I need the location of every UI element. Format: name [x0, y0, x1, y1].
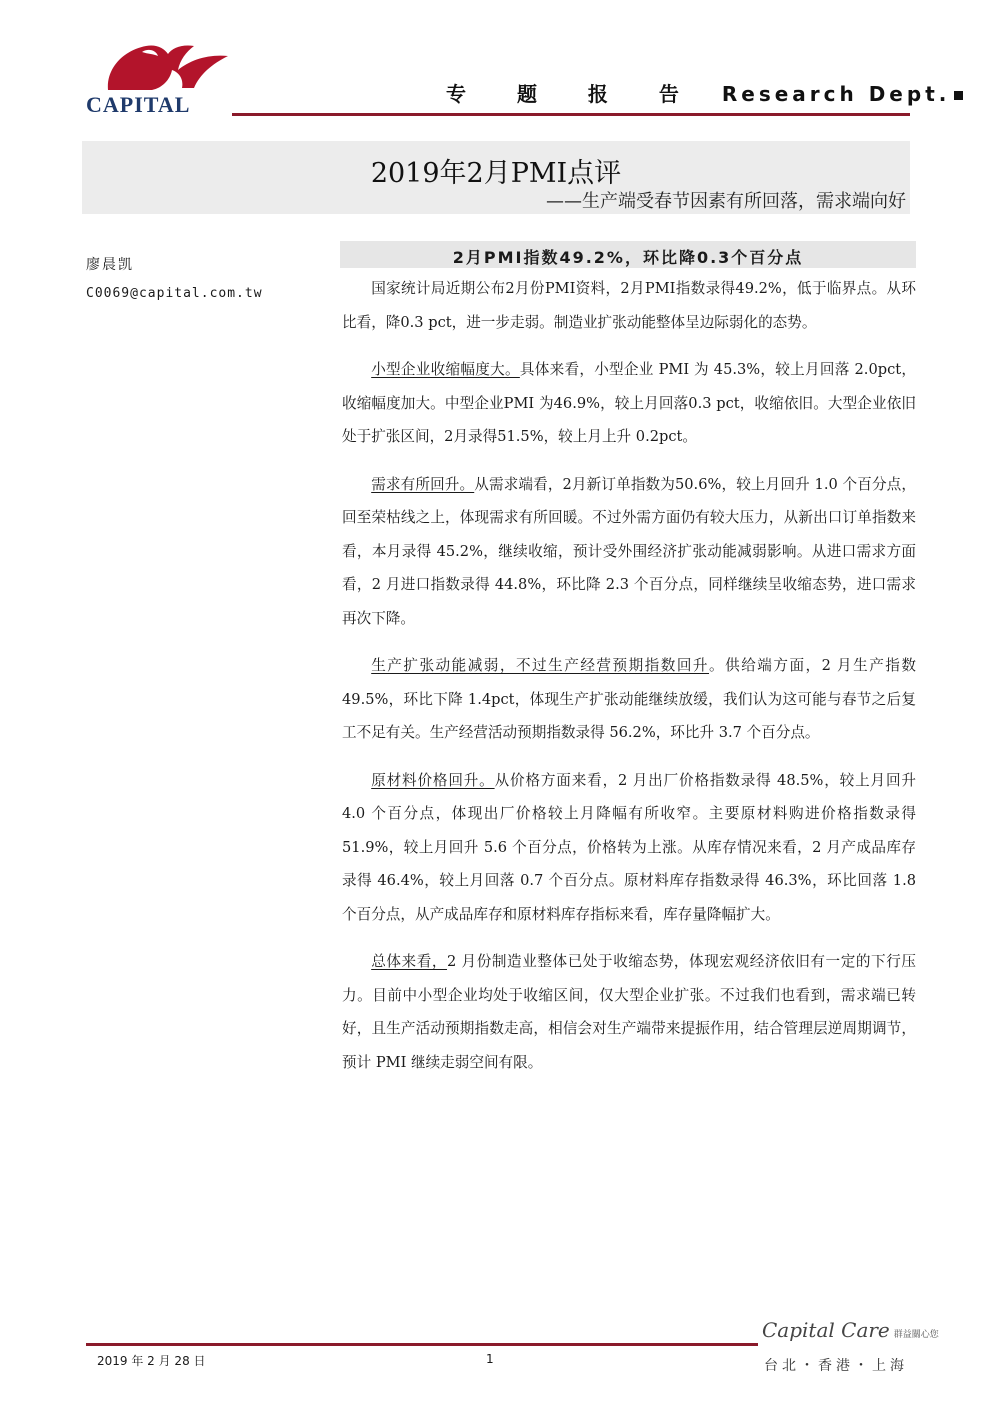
paragraph — [342, 468, 916, 636]
research-dept: Research Dept. — [721, 82, 951, 106]
paragraph-text: 具体来看，小型企业 PMI 为 45.3%，较上月回落 2.0pct，收缩幅度加大。中型企业PMI 为46.9%，较上月回落0.3 pct，收缩依旧。大型企业依旧处于扩张区间，2月录得51.5%，较上月上升 0.2pct。 — [342, 361, 916, 445]
paragraph — [342, 945, 916, 1079]
brand-slogan: 群益關心您 — [893, 1330, 939, 1340]
paragraph-text: 2 月份制造业整体已处于收缩态势，体现宏观经济依旧有一定的下行压力。目前中小型企业均处于收缩区间，仅大型企业扩张。不过我们也看到，需求端已转好，且生产活动预期指数走高，相信会对生产端带来提振作用，结合管理层逆周期调节，预计 PMI 继续走弱空间有限。 — [342, 953, 916, 1071]
document-subtitle: ——生产端受春节因素有所回落，需求端向好 — [546, 191, 906, 212]
paragraph-lead: 原材料价格回升。 — [371, 771, 495, 789]
paragraph — [342, 649, 916, 750]
office-cities: 台北・香港・上海 — [764, 1358, 908, 1374]
footer-rule — [86, 1343, 758, 1346]
footer-date: 2019 年 2 月 28 日 — [97, 1354, 206, 1368]
page-number: 1 — [486, 1352, 494, 1366]
author-email: C0069@capital.com.tw — [86, 286, 263, 301]
section-heading-bar — [340, 241, 916, 268]
author-name: 廖晨凯 — [86, 257, 134, 273]
paragraph-lead: 小型企业收缩幅度大。 — [371, 361, 520, 378]
section-title: 2月PMI指数49.2%，环比降0.3个百分点 — [452, 248, 804, 267]
paragraph-text: 从价格方面来看，2 月出厂价格指数录得 48.5%，较上月回升 4.0 个百分点，体现出厂价格较上月降幅有所收窄。主要原材料购进价格指数录得 51.9%，较上月回升 5.6 个百分点，价格转为上涨。从库存情况来看，2 月产成品库存录得 46.4%，较上月回落 0.7 个百分点。原材料库存指数录得 46.3%，环比回落 1.8 个百分点，从产成品库存和原材料库存指标来看，库存量降幅扩大。 — [342, 771, 916, 923]
body-text — [342, 272, 916, 1093]
brand-name: Capital Care — [762, 1318, 890, 1342]
paragraph-lead: 生产扩张动能减弱，不过生产经营预期指数回升 — [371, 657, 710, 674]
paragraph-text: 从需求端看，2月新订单指数为50.6%，较上月回升 1.0 个百分点，回至荣枯线之上，体现需求有所回暖。不过外需方面仍有较大压力，从新出口订单指数来看，本月录得 45.2%，继续收缩，预计受外围经济扩张动能减弱影响。从进口需求方面看，2 月进口指数录得 44.8%，环比降 2.3 个百分点，同样继续呈收缩态势，进口需求再次下降。 — [342, 475, 916, 627]
header-rule — [232, 113, 910, 116]
capital-care-brand — [762, 1318, 939, 1342]
paragraph-lead: 总体来看， — [371, 953, 448, 970]
document-title: 2019年2月PMI点评 — [370, 158, 622, 189]
paragraph — [342, 272, 916, 339]
paragraph-text: 。供给端方面，2 月生产指数 49.5%，环比下降 1.4pct，体现生产扩张动能继续放缓，我们认为这可能与春节之后复工不足有关。生产经营活动预期指数录得 56.2%，环比升 3.7 个百分点。 — [342, 657, 916, 741]
paragraph-lead: 需求有所回升。 — [371, 475, 475, 493]
paragraph — [342, 764, 916, 932]
paragraph — [342, 353, 916, 454]
square-bullet-icon — [954, 91, 963, 100]
report-header — [446, 78, 963, 107]
title-box — [82, 141, 910, 214]
logo-text: CAPITAL — [86, 92, 191, 117]
paragraph-text: 国家统计局近期公布2月份PMI资料，2月PMI指数录得49.2%，低于临界点。从环比看，降0.3 pct，进一步走弱。制造业扩张动能整体呈边际弱化的态势。 — [342, 280, 916, 331]
report-type: 专 题 报 告 — [446, 82, 701, 106]
